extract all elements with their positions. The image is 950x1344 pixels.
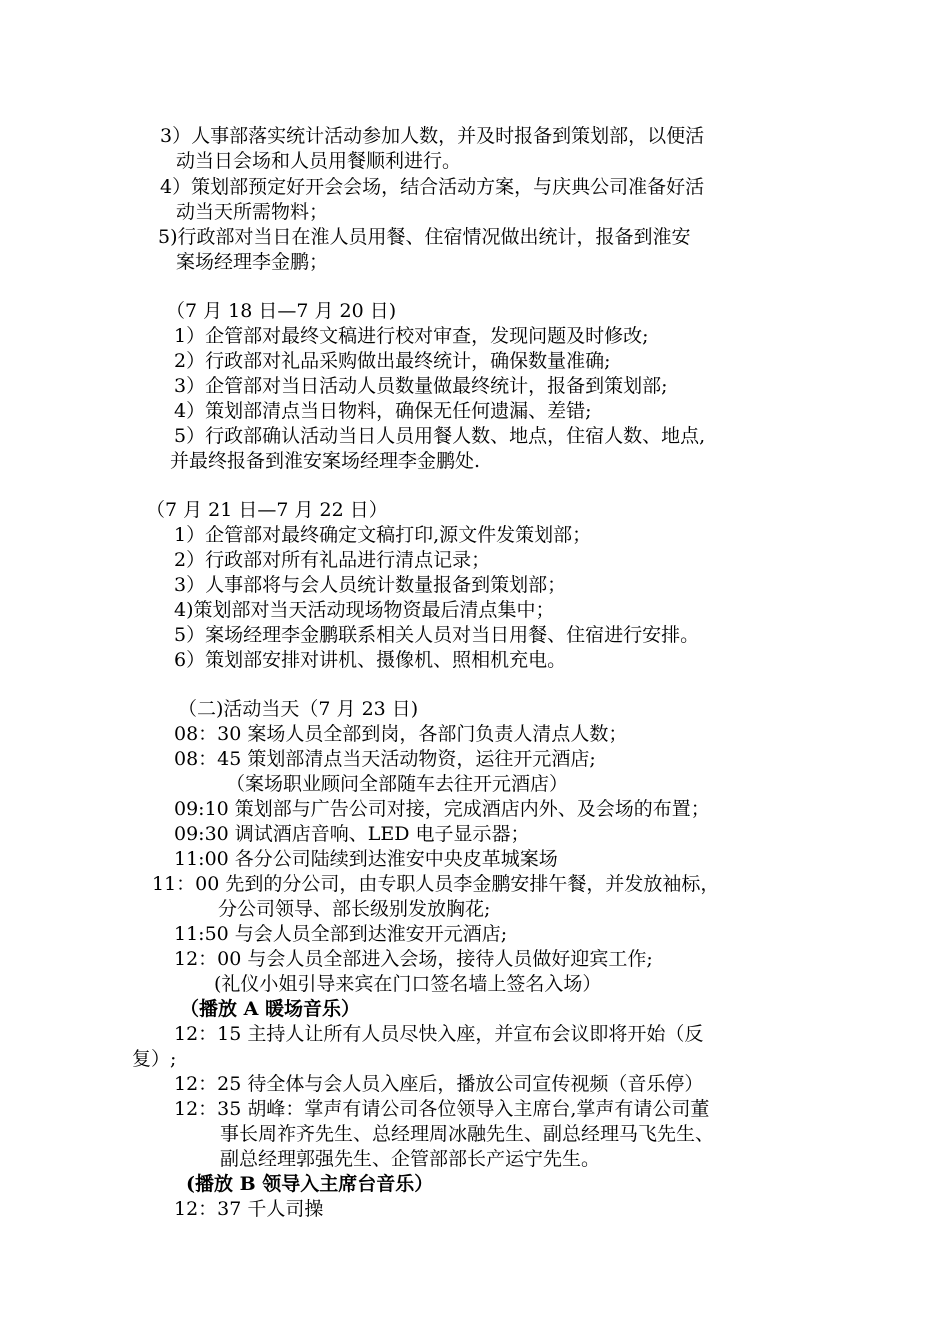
music-cue: （播放 A 暖场音乐） [180,998,360,1020]
text-line: 6）策划部安排对讲机、摄像机、照相机充电。 [174,649,567,671]
schedule-line: 09:30 调试酒店音响、LED 电子显示器； [174,823,530,845]
schedule-note: 分公司领导、部长级别发放胸花; [218,898,491,920]
text-line: 案场经理李金鹏； [176,251,329,273]
schedule-line: 11:50 与会人员全部到达淮安开元酒店; [174,923,508,945]
text-line: 2）行政部对所有礼品进行清点记录； [174,549,491,571]
text-line: 1）企管部对最终确定文稿打印,源文件发策划部； [174,524,592,546]
schedule-line: 08：45 策划部清点当天活动物资，运往开元酒店; [174,748,596,770]
schedule-note: 事长周祚齐先生、总经理周冰融先生、副总经理马飞先生、 [220,1123,715,1145]
schedule-line: 12：35 胡峰：掌声有请公司各位领导入主席台,掌声有请公司董 [174,1098,710,1120]
text-line: 动当天所需物料； [176,201,329,223]
text-line: 1）企管部对最终文稿进行校对审查，发现问题及时修改; [174,325,649,347]
text-line: 4）策划部预定好开会会场，结合活动方案，与庆典公司准备好活 [160,176,705,198]
schedule-note: (礼仪小姐引导来宾在门口签名墙上签名入场） [214,973,602,995]
music-cue: (播放 B 领导入主席台音乐） [186,1173,434,1195]
text-line: 并最终报备到淮安案场经理李金鹏处. [170,450,481,472]
section-heading: （7 月 21 日—7 月 22 日） [146,499,388,521]
text-line: 3）人事部落实统计活动参加人数，并及时报备到策划部，以便活 [160,125,705,147]
text-line: 3）企管部对当日活动人员数量做最终统计，报备到策划部; [174,375,668,397]
schedule-line: 12：25 待全体与会人员入座后，播放公司宣传视频（音乐停） [174,1073,704,1095]
schedule-line: 11：00 先到的分公司，由专职人员李金鹏安排午餐，并发放袖标， [152,873,720,895]
schedule-line: 12：15 主持人让所有人员尽快入座，并宣布会议即将开始（反 [174,1023,704,1045]
text-line: 动当日会场和人员用餐顺利进行。 [176,150,462,172]
section-heading: （7 月 18 日—7 月 20 日) [166,300,397,322]
schedule-line: 08：30 案场人员全部到岗，各部门负责人清点人数； [174,723,628,745]
schedule-note: （案场职业顾问全部随车去往开元酒店） [226,773,569,795]
text-line: 2）行政部对礼品采购做出最终统计，确保数量准确; [174,350,611,372]
text-line: 3）人事部将与会人员统计数量报备到策划部； [174,574,567,596]
section-heading: （二)活动当天（7 月 23 日) [178,698,419,720]
text-line: 5)行政部对当日在淮人员用餐、住宿情况做出统计，报备到淮安 [158,226,691,248]
schedule-line: 12：00 与会人员全部进入会场，接待人员做好迎宾工作; [174,948,653,970]
schedule-line: 09:10 策划部与广告公司对接，完成酒店内外、及会场的布置； [174,798,710,820]
text-line: 5）行政部确认活动当日人员用餐人数、地点，住宿人数、地点, [174,425,706,447]
schedule-note: 副总经理郭强先生、企管部部长产运宁先生。 [220,1148,601,1170]
text-line: 4)策划部对当天活动现场物资最后清点集中； [174,599,555,621]
schedule-line: 12：37 千人司操 [174,1198,324,1220]
text-line: 4）策划部清点当日物料，确保无任何遗漏、差错; [174,400,592,422]
schedule-line: 11:00 各分公司陆续到达淮安中央皮革城案场 [174,848,558,870]
schedule-note: 复）; [132,1048,177,1070]
text-line: 5）案场经理李金鹏联系相关人员对当日用餐、住宿进行安排。 [174,624,700,646]
